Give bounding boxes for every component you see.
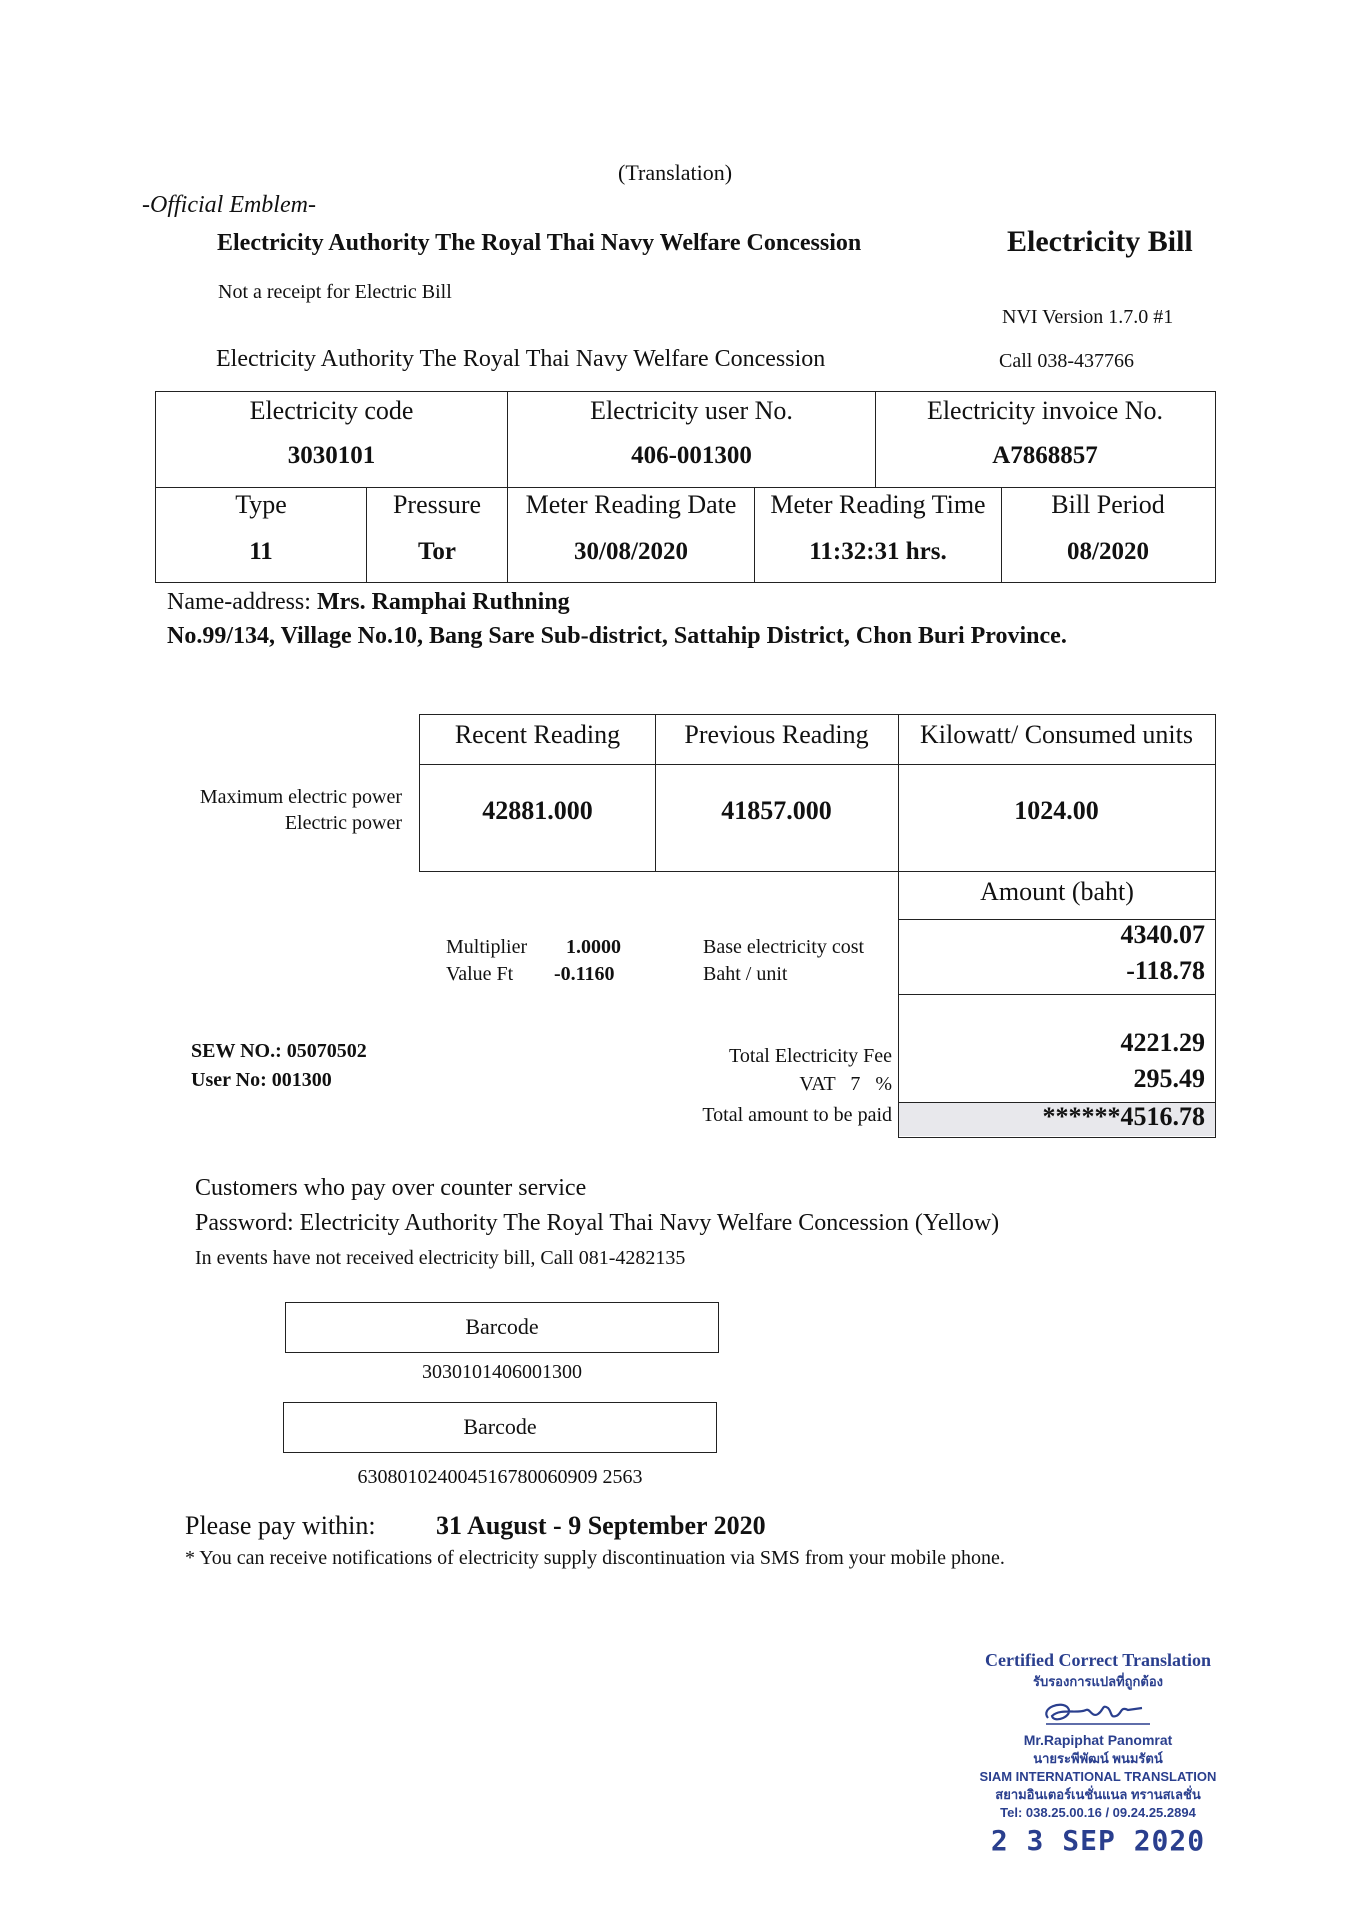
signature-icon xyxy=(1038,1694,1158,1730)
total-paid-label: Total amount to be paid xyxy=(702,1104,892,1126)
stamp-line-1: Certified Correct Translation xyxy=(985,1650,1211,1670)
value: A7868857 xyxy=(992,442,1098,469)
header-consumed-units: Kilowatt/ Consumed units xyxy=(920,720,1193,749)
label: Electricity user No. xyxy=(590,396,793,425)
stamp-line-2: รับรองการแปลที่ถูกต้อง xyxy=(1032,1674,1164,1689)
value: 30/08/2020 xyxy=(574,538,688,565)
user-no: User No: 001300 xyxy=(191,1069,332,1091)
side-label-max-power: Maximum electric power xyxy=(199,786,402,808)
side-label-power: Electric power xyxy=(284,812,402,834)
base-amount: 4340.07 xyxy=(1120,920,1205,949)
value: Tor xyxy=(418,538,456,565)
stamp-company-en: SIAM INTERNATIONAL TRANSLATION xyxy=(979,1769,1217,1784)
stamp-name-en: Mr.Rapiphat Panomrat xyxy=(1023,1732,1173,1748)
barcode-box-2 xyxy=(283,1402,717,1453)
value: 406-001300 xyxy=(631,442,752,469)
barcode-box-1 xyxy=(285,1302,719,1353)
customer-address: No.99/134, Village No.10, Bang Sare Sub-district, Sattahip District, Chon Buri Province. xyxy=(167,623,1067,649)
stamp-tel: Tel: 038.25.00.16 / 09.24.25.2894 xyxy=(1000,1805,1196,1820)
vat-label: VAT 7 % xyxy=(799,1073,892,1095)
pay-within-label: Please pay within: xyxy=(185,1511,376,1540)
certification-stamp xyxy=(948,1648,1248,1888)
label: Electricity code xyxy=(249,396,414,425)
multiplier-value: 1.0000 xyxy=(566,936,621,958)
name-label: Name-address: xyxy=(167,589,311,615)
cell-electricity-code xyxy=(156,392,508,488)
barcode-number-2: 630801024004516780060909 2563 xyxy=(357,1466,643,1488)
value: 08/2020 xyxy=(1067,538,1149,565)
stamp-date: 2 3 SEP 2020 xyxy=(990,1824,1206,1857)
stamp-company-th: สยามอินเตอร์เนชั่นแนล ทรานสเลชั่น xyxy=(995,1787,1201,1802)
multiplier-label: Multiplier xyxy=(446,936,528,958)
baht-unit-label: Baht / unit xyxy=(703,963,788,985)
label: Bill Period xyxy=(1051,490,1165,519)
label: Type xyxy=(235,490,287,519)
barcode-label: Barcode xyxy=(465,1314,539,1339)
pay-within-dates: 31 August - 9 September 2020 xyxy=(436,1511,766,1540)
barcode-number-1: 3030101406001300 xyxy=(422,1361,582,1383)
sms-note: * You can receive notifications of electricity supply discontinuation via SMS from your mobile phone. xyxy=(185,1547,1005,1569)
info-row-1 xyxy=(156,392,1215,488)
label: Electricity invoice No. xyxy=(926,396,1164,425)
cell-type xyxy=(156,488,367,582)
value: 3030101 xyxy=(287,442,376,469)
cell-pressure xyxy=(367,488,508,582)
vat-amount: 295.49 xyxy=(1133,1064,1205,1093)
recent-reading-value: 42881.000 xyxy=(482,796,593,825)
ft-label: Value Ft xyxy=(446,963,514,985)
previous-reading-value: 41857.000 xyxy=(721,796,832,825)
not-receipt-note: Not a receipt for Electric Bill xyxy=(218,281,452,303)
ft-amount: -118.78 xyxy=(1126,956,1205,985)
label: Pressure xyxy=(392,490,482,519)
cell-bill-period xyxy=(1002,488,1214,582)
ft-value: -0.1160 xyxy=(554,963,615,985)
cell-reading-time xyxy=(755,488,1002,582)
stamp-name-th: นายระพีพัฒน์ พนมรัตน์ xyxy=(1033,1751,1163,1766)
password-line: Password: Electricity Authority The Royal Thai Navy Welfare Concession (Yellow) xyxy=(195,1210,1000,1236)
total-fee-label: Total Electricity Fee xyxy=(729,1045,892,1067)
call-number: Call 038-437766 xyxy=(999,350,1134,372)
header-previous-reading: Previous Reading xyxy=(684,720,869,749)
amount-column xyxy=(898,870,1216,1138)
customer-name-line xyxy=(167,589,570,616)
version-label: NVI Version 1.7.0 #1 xyxy=(1002,306,1174,328)
cell-user-no xyxy=(508,392,876,488)
bill-info-table xyxy=(155,391,1216,583)
counter-service-line: Customers who pay over counter service xyxy=(195,1175,587,1201)
base-cost-label: Base electricity cost xyxy=(703,936,865,958)
cell-invoice-no xyxy=(876,392,1214,488)
value: 11:32:31 hrs. xyxy=(809,538,947,565)
header-recent-reading: Recent Reading xyxy=(454,720,621,749)
reading-table xyxy=(419,714,1216,872)
emblem-note: -Official Emblem- xyxy=(142,192,316,218)
not-received-line: In events have not received electricity bill, Call 081-4282135 xyxy=(195,1247,686,1269)
divider xyxy=(899,994,1215,995)
authority-name-2: Electricity Authority The Royal Thai Navy Welfare Concession xyxy=(216,346,826,372)
authority-name: Electricity Authority The Royal Thai Navy Welfare Concession xyxy=(217,230,862,256)
total-fee-amount: 4221.29 xyxy=(1120,1028,1205,1057)
value: 11 xyxy=(249,538,273,565)
doc-title: Electricity Bill xyxy=(1007,225,1193,258)
translation-note: (Translation) xyxy=(618,160,733,185)
label: Meter Reading Date xyxy=(525,490,737,519)
info-row-2 xyxy=(156,488,1215,582)
amount-header: Amount (baht) xyxy=(980,877,1134,906)
cell-reading-date xyxy=(508,488,755,582)
barcode-label: Barcode xyxy=(463,1414,537,1439)
label: Meter Reading Time xyxy=(770,490,986,519)
sew-no: SEW NO.: 05070502 xyxy=(191,1040,367,1062)
total-paid-amount: ******4516.78 xyxy=(1042,1102,1205,1131)
customer-name: Mrs. Ramphai Ruthning xyxy=(316,589,570,615)
consumed-units-value: 1024.00 xyxy=(1014,796,1099,825)
